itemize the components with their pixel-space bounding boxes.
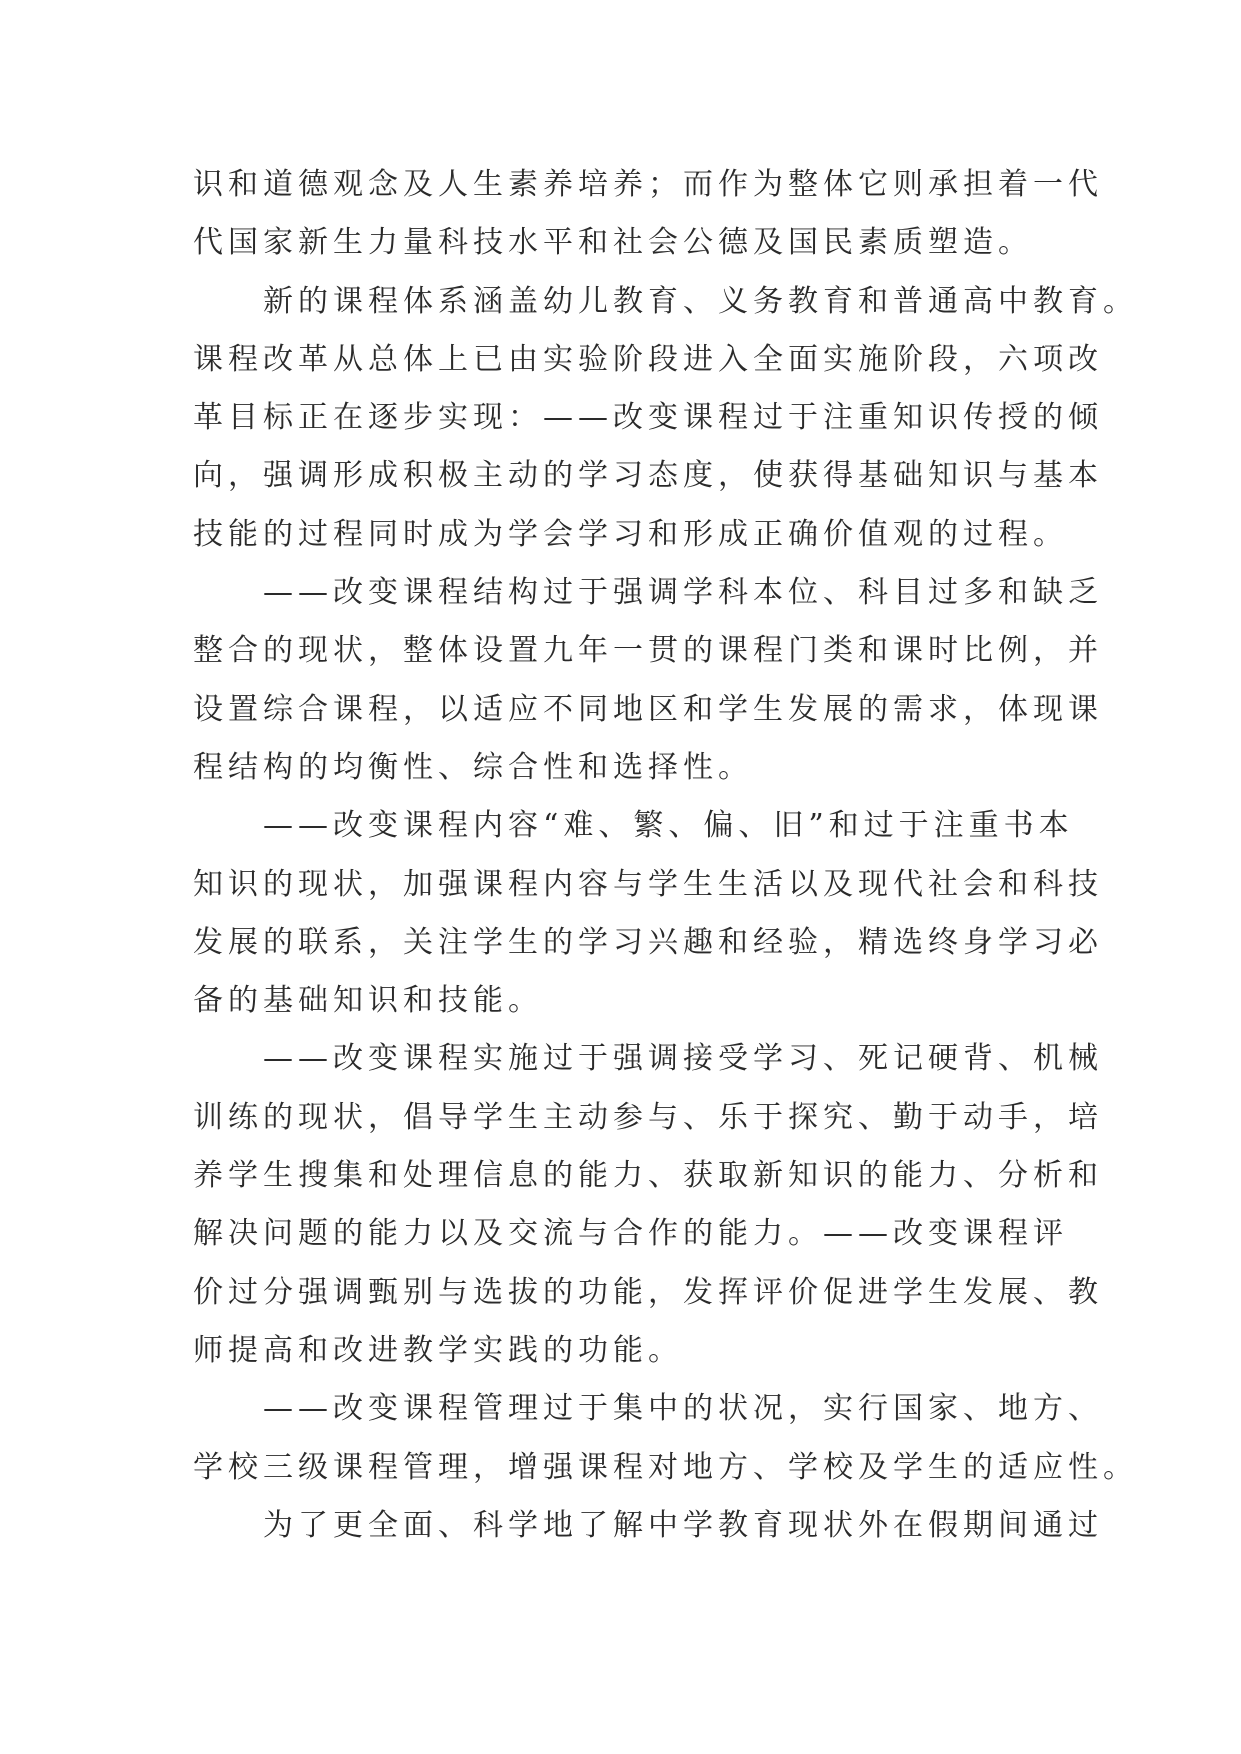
text-line: 课程改革从总体上已由实验阶段进入全面实施阶段，六项改 — [193, 341, 1103, 377]
text-line: 程结构的均衡性、综合性和选择性。 — [193, 749, 753, 785]
text-line: 价过分强调甄别与选拔的功能，发挥评价促进学生发展、教 — [193, 1274, 1103, 1310]
text-line: 识和道德观念及人生素养培养；而作为整体它则承担着一代 — [193, 167, 1103, 202]
text-line: ——改变课程管理过于集中的状况，实行国家、地方、 — [263, 1391, 1103, 1427]
body-text — [193, 156, 1138, 1555]
text-line: 备的基础知识和技能。 — [193, 983, 543, 1019]
text-line: 训练的现状，倡导学生主动参与、乐于探究、勤于动手，培 — [193, 1099, 1103, 1135]
text-line: ——改变课程内容“难、繁、偏、旧”和过于注重书本 — [263, 808, 1074, 844]
text-line: 学校三级课程管理，增强课程对地方、学校及学生的适应性。 — [193, 1449, 1138, 1485]
text-line: 养学生搜集和处理信息的能力、获取新知识的能力、分析和 — [193, 1158, 1103, 1194]
text-line: 为了更全面、科学地了解中学教育现状外在假期间通过 — [263, 1507, 1103, 1543]
text-line: ——改变课程实施过于强调接受学习、死记硬背、机械 — [263, 1041, 1103, 1077]
text-line: 解决问题的能力以及交流与合作的能力。——改变课程评 — [193, 1216, 1068, 1252]
text-line: 知识的现状，加强课程内容与学生生活以及现代社会和科技 — [193, 866, 1103, 902]
text-line: ——改变课程结构过于强调学科本位、科目过多和缺乏 — [263, 575, 1103, 611]
text-line: 革目标正在逐步实现：——改变课程过于注重知识传授的倾 — [193, 400, 1103, 436]
text-line: 师提高和改进教学实践的功能。 — [193, 1332, 683, 1368]
text-line: 向，强调形成积极主动的学习态度，使获得基础知识与基本 — [193, 458, 1103, 494]
text-line: 设置综合课程，以适应不同地区和学生发展的需求，体现课 — [193, 691, 1103, 727]
text-line: 技能的过程同时成为学会学习和形成正确价值观的过程。 — [193, 516, 1068, 552]
text-line: 代国家新生力量科技水平和社会公德及国民素质塑造。 — [193, 225, 1033, 261]
text-line: 新的课程体系涵盖幼儿教育、义务教育和普通高中教育。 — [263, 283, 1138, 319]
text-line: 整合的现状，整体设置九年一贯的课程门类和课时比例，并 — [193, 633, 1103, 669]
text-line: 发展的联系，关注学生的学习兴趣和经验，精选终身学习必 — [193, 924, 1103, 960]
